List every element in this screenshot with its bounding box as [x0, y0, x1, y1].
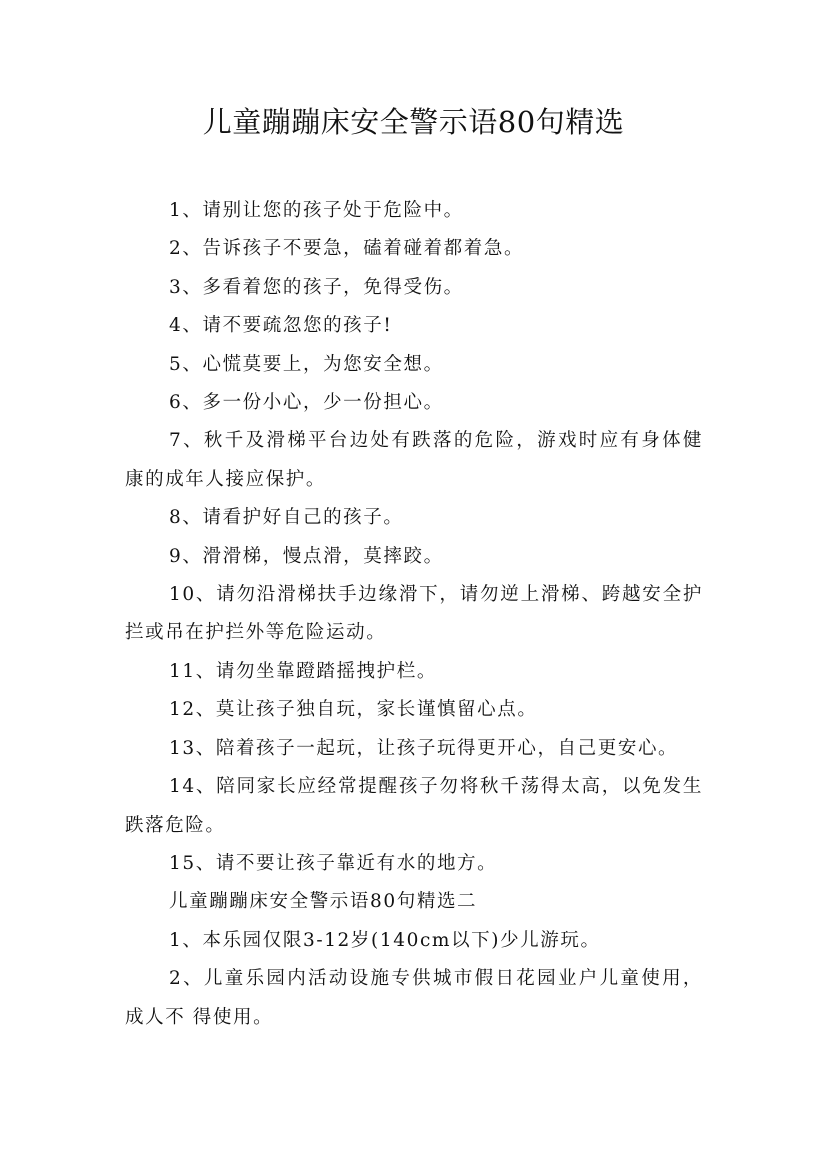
paragraph-10: 10、请勿沿滑梯扶手边缘滑下，请勿逆上滑梯、跨越安全护拦或吊在护拦外等危险运动。 — [125, 584, 703, 644]
paragraph-5: 5、心慌莫要上，为您安全想。 — [169, 353, 444, 375]
paragraph-7: 7、秋千及滑梯平台边处有跌落的危险，游戏时应有身体健康的成年人接应保护。 — [125, 430, 703, 490]
paragraph-17: 2、儿童乐园内活动设施专供城市假日花园业户儿童使用，成人不 得使用。 — [125, 968, 703, 1028]
paragraph-1: 1、请别让您的孩子处于危险中。 — [169, 200, 464, 221]
paragraph-14: 14、陪同家长应经常提醒孩子勿将秋千荡得太高，以免发生跌落危险。 — [125, 776, 703, 836]
section-heading: 儿童蹦蹦床安全警示语80句精选二 — [169, 891, 478, 913]
paragraph-3: 3、多看着您的孩子，免得受伤。 — [169, 276, 464, 298]
paragraph-9: 9、滑滑梯，慢点滑，莫摔跤。 — [169, 545, 444, 567]
paragraph-15: 15、请不要让孩子靠近有水的地方。 — [169, 852, 498, 874]
document-body — [125, 192, 703, 1037]
paragraph-11: 11、请勿坐靠蹬踏摇拽护栏。 — [169, 660, 437, 682]
paragraph-6: 6、多一份小心，少一份担心。 — [169, 392, 444, 414]
document-title: 儿童蹦蹦床安全警示语80句精选 — [202, 105, 625, 139]
paragraph-16: 1、本乐园仅限3-12岁(140cm以下)少儿游玩。 — [169, 929, 601, 951]
paragraph-4: 4、请不要疏忽您的孩子! — [169, 315, 393, 337]
paragraph-8: 8、请看护好自己的孩子。 — [169, 507, 404, 529]
paragraph-12: 12、莫让孩子独自玩，家长谨慎留心点。 — [169, 699, 538, 721]
paragraph-2: 2、告诉孩子不要急，磕着碰着都着急。 — [169, 238, 525, 260]
paragraph-13: 13、陪着孩子一起玩，让孩子玩得更开心，自己更安心。 — [169, 737, 679, 759]
